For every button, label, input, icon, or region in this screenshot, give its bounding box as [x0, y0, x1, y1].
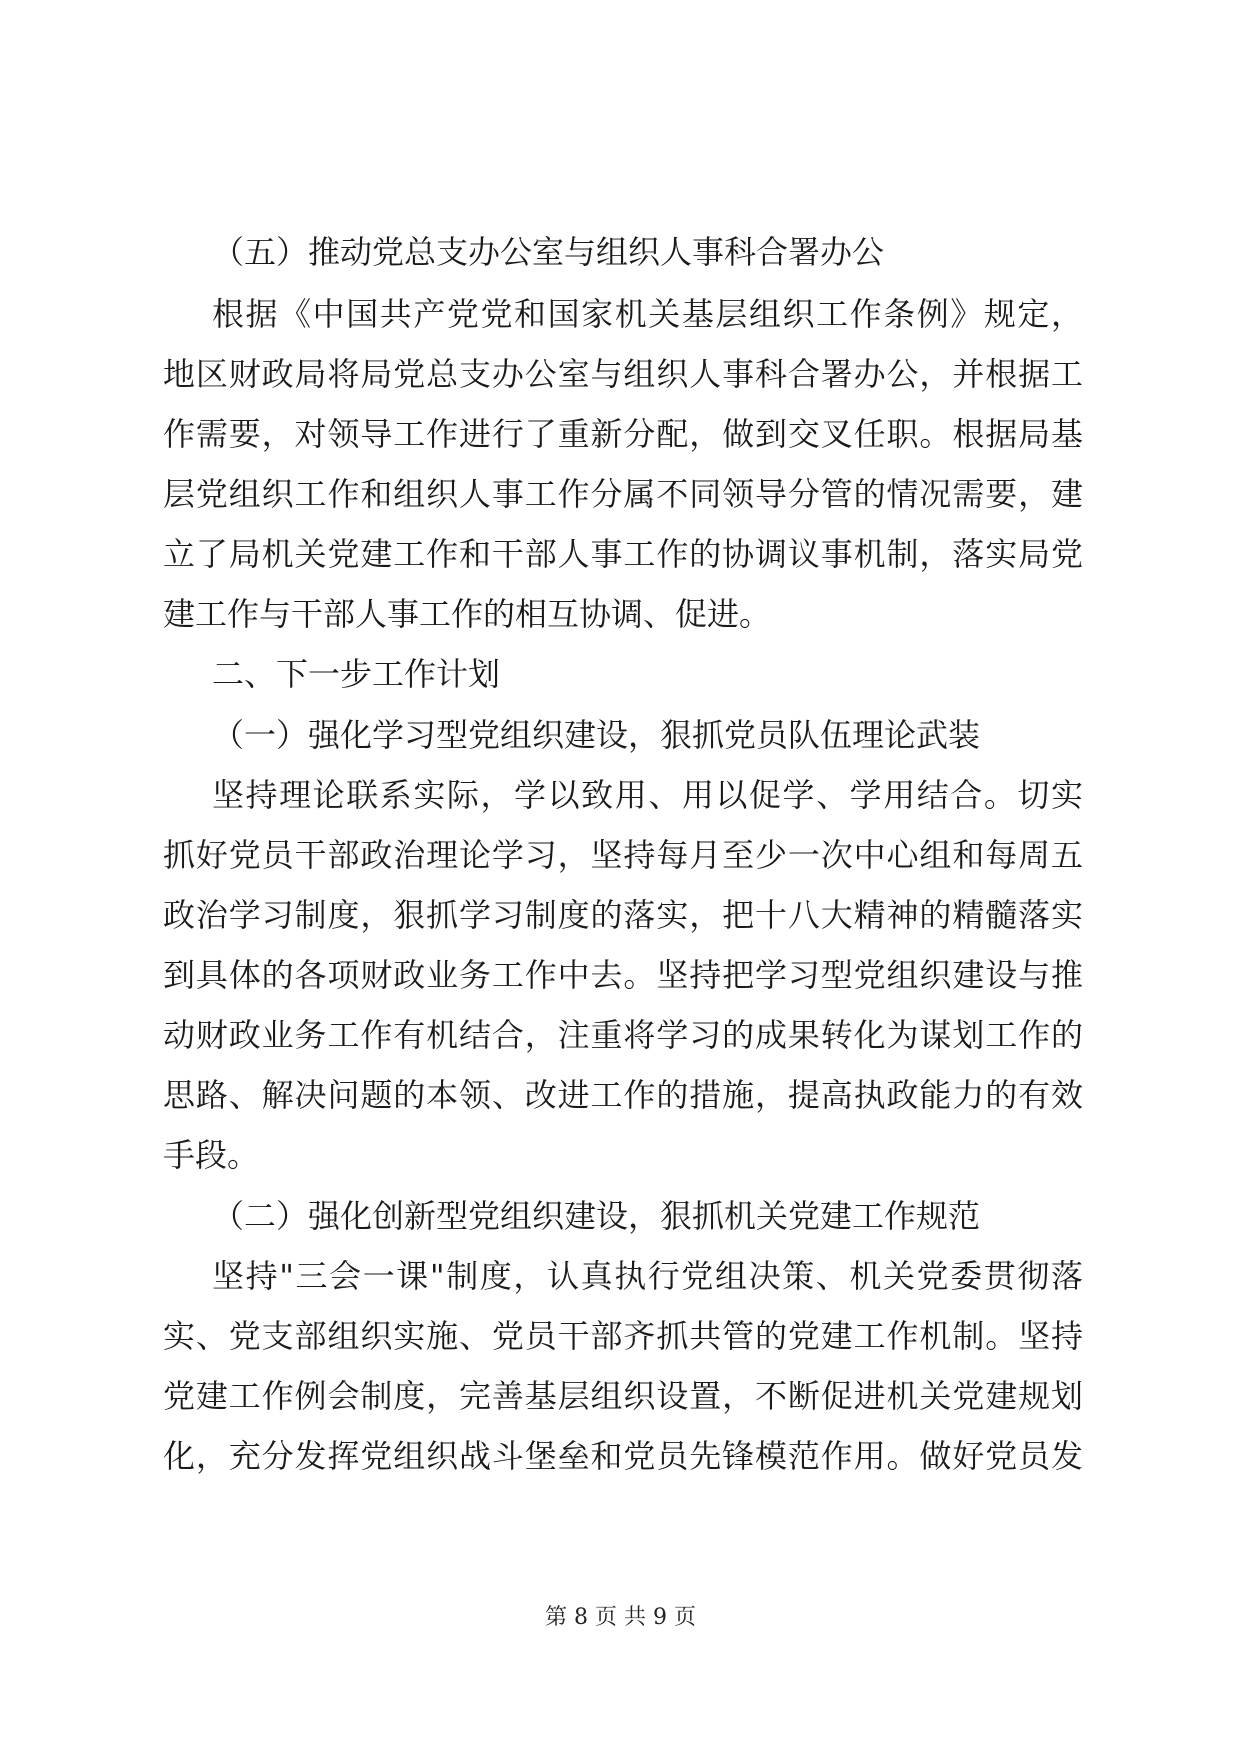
- paragraph-line: 党建工作例会制度，完善基层组织设置，不断促进机关党建规划: [163, 1377, 1083, 1415]
- paragraph-line: 化，充分发挥党组织战斗堡垒和党员先锋模范作用。做好党员发: [163, 1437, 1083, 1475]
- paragraph-line: 立了局机关党建工作和干部人事工作的协调议事机制，落实局党: [163, 535, 1083, 573]
- paragraph-line: 层党组织工作和组织人事工作分属不同领导分管的情况需要，建: [163, 475, 1083, 513]
- paragraph-line: 作需要，对领导工作进行了重新分配，做到交叉任职。根据局基: [163, 415, 1083, 453]
- section-heading-1: （一）强化学习型党组织建设，狠抓党员队伍理论武装: [212, 716, 981, 754]
- page-number-footer: 第 8 页 共 9 页: [545, 1605, 696, 1630]
- paragraph-line: 到具体的各项财政业务工作中去。坚持把学习型党组织建设与推: [163, 956, 1083, 994]
- paragraph-line: 实、党支部组织实施、党员干部齐抓共管的党建工作机制。坚持: [163, 1317, 1083, 1355]
- paragraph-line: 手段。: [163, 1136, 260, 1174]
- paragraph-line: 思路、解决问题的本领、改进工作的措施，提高执政能力的有效: [163, 1076, 1083, 1114]
- paragraph-line: 坚持"三会一课"制度，认真执行党组决策、机关党委贯彻落: [212, 1257, 1083, 1295]
- section-heading-5: （五）推动党总支办公室与组织人事科合署办公: [212, 233, 885, 271]
- section-heading-2: （二）强化创新型党组织建设，狠抓机关党建工作规范: [212, 1197, 981, 1235]
- paragraph-line: 根据《中国共产党党和国家机关基层组织工作条例》规定，: [212, 295, 1083, 333]
- paragraph-line: 动财政业务工作有机结合，注重将学习的成果转化为谋划工作的: [163, 1016, 1083, 1054]
- paragraph-line: 政治学习制度，狠抓学习制度的落实，把十八大精神的精髓落实: [163, 896, 1083, 934]
- paragraph-line: 地区财政局将局党总支办公室与组织人事科合署办公，并根据工: [163, 355, 1083, 393]
- paragraph-line: 坚持理论联系实际，学以致用、用以促学、学用结合。切实: [212, 776, 1083, 814]
- paragraph-line: 抓好党员干部政治理论学习，坚持每月至少一次中心组和每周五: [163, 836, 1083, 874]
- section-heading-plan: 二、下一步工作计划: [212, 655, 501, 693]
- paragraph-line: 建工作与干部人事工作的相互协调、促进。: [163, 595, 772, 633]
